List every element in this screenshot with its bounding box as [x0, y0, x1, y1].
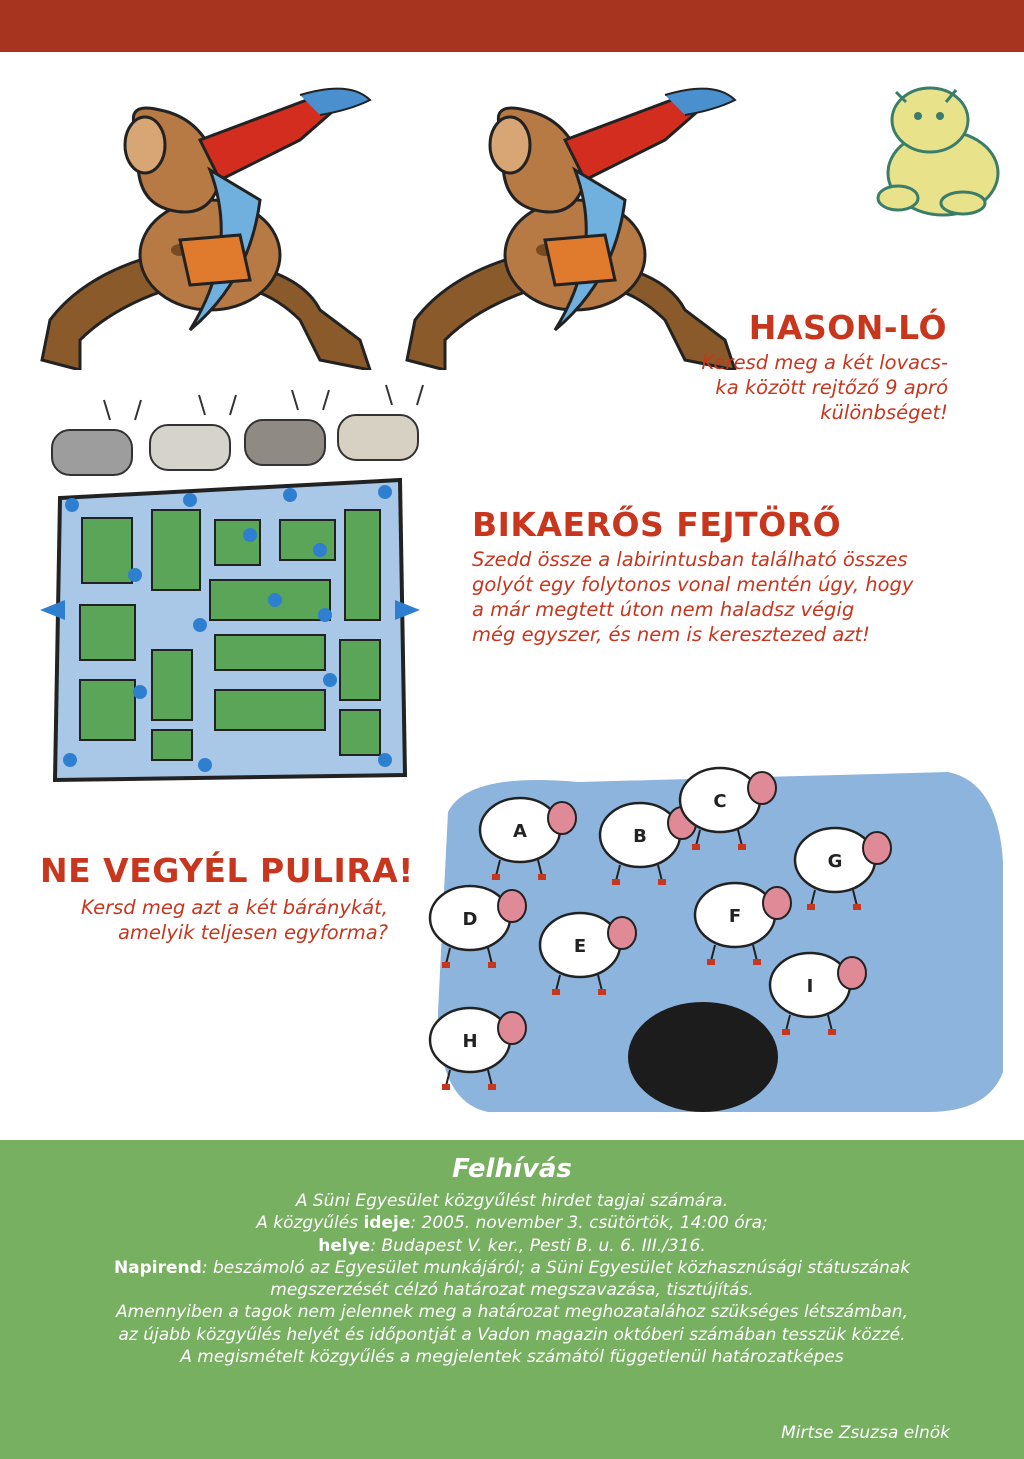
bika-line: golyót egy folytonos vonal mentén úgy, hogy	[472, 573, 914, 596]
sheep-g	[785, 820, 885, 900]
sheep-letter: H	[462, 1031, 478, 1052]
felhivas-heading: Felhívás	[452, 1154, 572, 1184]
bika-title: BIKAERŐS FEJTÖRŐ	[472, 505, 842, 544]
felhivas-line: A megismételt közgyűlés a megjelentek számától függetlenül határozatképes	[180, 1347, 844, 1368]
sheep-letter: G	[827, 851, 843, 872]
sheep-i	[760, 945, 860, 1025]
sheep-letter: F	[728, 906, 742, 927]
felhivas-text: : 2005. november 3. csütörtök, 14:00 óra;	[410, 1213, 768, 1234]
felhivas-line	[0, 1212, 1024, 1234]
felhivas-text: : Budapest V. ker., Pesti B. u. 6. III./316.	[370, 1235, 706, 1256]
felhivas-body	[0, 1190, 1024, 1368]
sheep-d	[420, 878, 520, 958]
puli-text	[40, 895, 388, 945]
bull-icon	[150, 395, 236, 470]
puli-title: NE VEGYÉL PULIRA!	[40, 851, 414, 890]
hason-lo-line: Keresd meg a két lovacs-	[701, 351, 948, 374]
sheep-letter: D	[462, 909, 478, 930]
felhivas-line	[0, 1235, 1024, 1257]
hippo-illustration	[868, 78, 1008, 218]
horse-right-illustration	[385, 70, 745, 370]
puli-line: Kersd meg azt a két báránykát,	[80, 896, 388, 919]
felhivas-line: A Süni Egyesület közgyűlést hirdet tagjai számára.	[295, 1191, 729, 1211]
bull-maze-illustration	[40, 380, 440, 790]
felhivas-signature: Mirtse Zsuzsa elnök	[781, 1423, 950, 1443]
sheep-letter: I	[806, 976, 814, 997]
felhivas-line: az újabb közgyűlés helyét és időpontját a Vadon magazin októberi számában tesszük közzé.	[118, 1324, 906, 1345]
felhivas-label: helye	[318, 1235, 371, 1256]
sheep-letter: E	[573, 936, 587, 957]
felhivas-text: A közgyűlés	[256, 1213, 364, 1234]
top-color-band	[0, 0, 1024, 52]
sheep-c	[670, 760, 770, 840]
bika-line: Szedd össze a labirintusban található összes	[472, 548, 908, 571]
hason-lo-title: HASON-LÓ	[748, 308, 947, 347]
felhivas-line	[0, 1257, 1024, 1279]
felhivas-line: megszerzését célzó határozat megszavazása, tisztújítás.	[270, 1280, 754, 1301]
felhivas-label: ideje	[363, 1213, 411, 1234]
felhivas-label: Napirend	[113, 1257, 202, 1278]
sheep-h	[420, 1000, 520, 1080]
bull-icon	[245, 390, 329, 465]
sheep-letter: C	[713, 791, 727, 812]
felhivas-line: Amennyiben a tagok nem jelennek meg a határozat meghozatalához szükséges létszámban,	[116, 1302, 908, 1323]
bull-icon	[52, 400, 141, 475]
sheep-f	[685, 875, 785, 955]
hason-lo-text	[640, 350, 948, 425]
hason-lo-line: ka között rejtőző 9 apró	[715, 376, 948, 399]
sheep-letter: B	[633, 826, 647, 847]
felhivas-section	[0, 1140, 1024, 1459]
horse-left-illustration	[20, 70, 380, 370]
felhivas-text: : beszámoló az Egyesület munkájáról; a Süni Egyesület közhasznúsági státuszának	[201, 1257, 911, 1278]
puli-dog	[628, 1002, 778, 1112]
bika-line: még egyszer, és nem is keresztezed azt!	[472, 623, 870, 646]
bika-text	[472, 547, 932, 647]
bull-icon	[338, 385, 423, 460]
puli-line: amelyik teljesen egyforma?	[117, 921, 388, 944]
sheep-letter: A	[513, 821, 527, 842]
sheep-a	[470, 790, 570, 870]
bika-line: a már megtett úton nem haladsz végig	[472, 598, 855, 621]
hason-lo-line: különbséget!	[820, 401, 948, 424]
sheep-e	[530, 905, 630, 985]
